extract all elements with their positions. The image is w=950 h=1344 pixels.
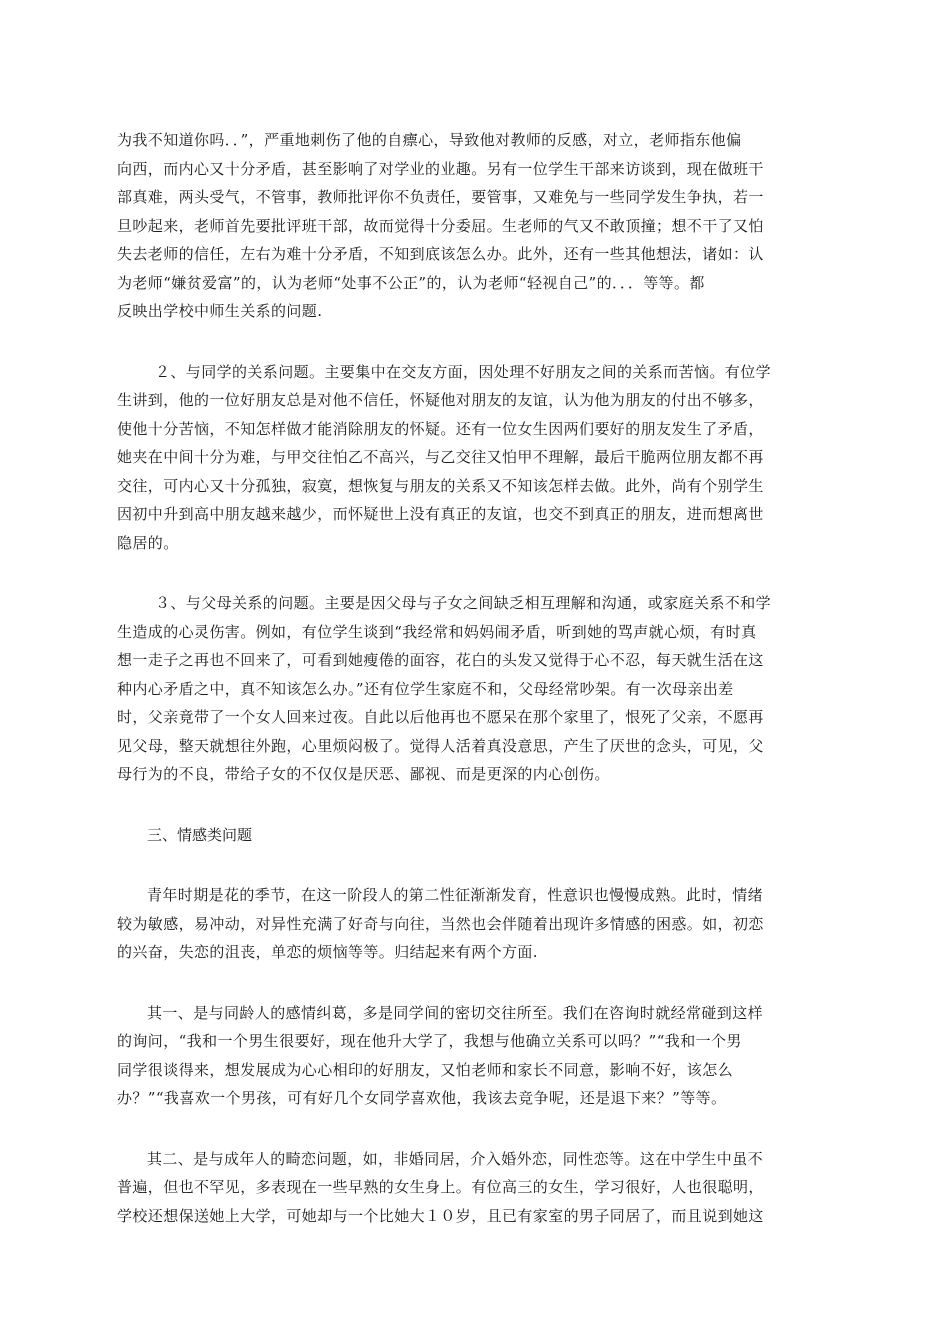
paragraph-peer-emotion — [117, 999, 827, 1113]
text-line: 时，父亲竟带了一个女人回来过夜。自此以后他再也不愿呆在那个家里了，恨死了父亲，不愿再 — [117, 708, 764, 726]
text-line: 失去老师的信任，左右为难十分矛盾，不知到底该怎么办。此外，还有一些其他想法，诸如：认 — [117, 245, 764, 263]
section-heading: 三、情感类问题 — [147, 825, 253, 844]
paragraph-classmate-relations — [117, 358, 827, 558]
text-line: 生造成的心灵伤害。例如，有位学生谈到“我经常和妈妈闹矛盾，听到她的骂声就心烦，有时真 — [117, 622, 757, 641]
text-line: 办？”“我喜欢一个男孩，可有好几个女同学喜欢他，我该去竞争呢，还是退下来？”等等。 — [117, 1089, 727, 1107]
text-line: 使他十分苦恼，不知怎样做才能消除朋友的怀疑。还有一位女生因两们要好的朋友发生了矛盾， — [117, 419, 764, 438]
text-line: 母行为的不良，带给子女的不仅仅是厌恶、鄙视、而是更深的内心创伤。 — [117, 765, 610, 783]
text-line: 向西，而内心又十分矛盾，甚至影响了对学业的业趣。另有一位学生干部来访谈到，现在做班干 — [117, 159, 764, 178]
paragraph-spacer — [117, 326, 827, 358]
paragraph-spacer — [117, 849, 827, 881]
text-line: 见父母，整天就想往外跑，心里烦闷极了。觉得人活着真没意思，产生了厌世的念头，可见，父 — [117, 736, 764, 755]
paragraph-teacher-relations — [117, 126, 827, 326]
text-line: 普遍，但也不罕见，多表现在一些早熟的女生身上。有位高三的女生，学习很好，人也很聪明， — [117, 1178, 764, 1196]
text-line: 较为敏感，易冲动，对异性充满了好奇与向往，当然也会伴随着出现许多情感的困惑。如，初恋 — [117, 914, 764, 933]
paragraph-adult-relations — [117, 1145, 827, 1231]
text-line: ３、与父母关系的问题。主要是因父母与子女之间缺乏相互理解和沟通，或家庭关系不和学 — [155, 594, 772, 612]
text-line: 反映出学校中师生关系的问题. — [117, 302, 323, 320]
text-line: 其一、是与同龄人的感情纠葛，多是同学间的密切交往所至。我们在咨询时就经常碰到这样 — [147, 1003, 764, 1022]
paragraph-parent-relations — [117, 589, 827, 789]
paragraph-spacer — [117, 967, 827, 999]
paragraph-spacer — [117, 557, 827, 589]
text-line: 学校还想保送她上大学，可她却与一个比她大１０岁，且已有家室的男子同居了，而且说到她这 — [117, 1206, 764, 1225]
text-line: 部真难，两头受气，不管事，教师批评你不负责任，要管事，又难免与一些同学发生争执，若一 — [117, 188, 764, 206]
text-line: ２、与同学的关系问题。主要集中在交友方面，因处理不好朋友之间的关系而苦恼。有位学 — [155, 362, 772, 381]
document-page — [117, 126, 827, 1230]
text-line: 为我不知道你吗．．”，严重地刺伤了他的自瘭心，导致他对教师的反感，对立，老师指东他偏 — [117, 131, 742, 149]
text-line: 交往，可内心又十分孤独，寂寞，想恢复与朋友的关系又不知该怎样去做。此外，尚有个别学生 — [117, 476, 764, 495]
text-line: 的询问，“我和一个男生很要好，现在他升大学了，我想与他确立关系可以吗？”“我和一个男 — [117, 1032, 742, 1050]
text-line: 隐居的。 — [117, 533, 179, 552]
text-line: 旦吵起来，老师首先要批评班干部，故而觉得十分委屈。生老师的气又不敢顶撞；想不干了又怕 — [117, 216, 764, 235]
text-line: 的兴奋，失恋的沮丧，单恋的烦恼等等。归结起来有两个方面. — [117, 943, 538, 961]
text-line: 因初中升到高中朋友越来越少，而怀疑世上没有真正的友谊，也交不到真正的朋友，进而想离世 — [117, 505, 764, 523]
text-line: 她夹在中间十分为难，与甲交往怕乙不高兴，与乙交往又怕甲不理解，最后干脆两位朋友都不再 — [117, 448, 764, 466]
text-line: 青年时期是花的季节，在这一阶段人的第二性征渐渐发育，性意识也慢慢成熟。此时，情绪 — [147, 886, 764, 904]
text-line: 想一走子之再也不回来了，可看到她瘦倦的面容，花白的头发又觉得于心不忍，每天就生活在这 — [117, 651, 764, 669]
text-line: 种内心矛盾之中，真不知该怎么办。”还有位学生家庭不和，父母经常吵架。有一次母亲出差 — [117, 679, 734, 698]
text-line: 同学很谈得来，想发展成为心心相印的好朋友，又怕老师和家长不同意，影响不好，该怎么 — [117, 1060, 734, 1079]
text-line: 为老师“嫌贫爱富”的，认为老师“处事不公正”的，认为老师“轻视自己”的．．．等等。都 — [117, 273, 705, 292]
paragraph-spacer — [117, 789, 827, 821]
text-line: 生讲到，他的一位好朋友总是对他不信任，怀疑他对朋友的友谊，认为他为朋友的付出不够多， — [117, 391, 764, 409]
paragraph-emotion-intro — [117, 881, 827, 967]
paragraph-spacer — [117, 1113, 827, 1145]
text-line: 其二、是与成年人的畸恋问题，如，非婚同居，介入婚外恋，同性恋等。这在中学生中虽不 — [147, 1149, 764, 1168]
